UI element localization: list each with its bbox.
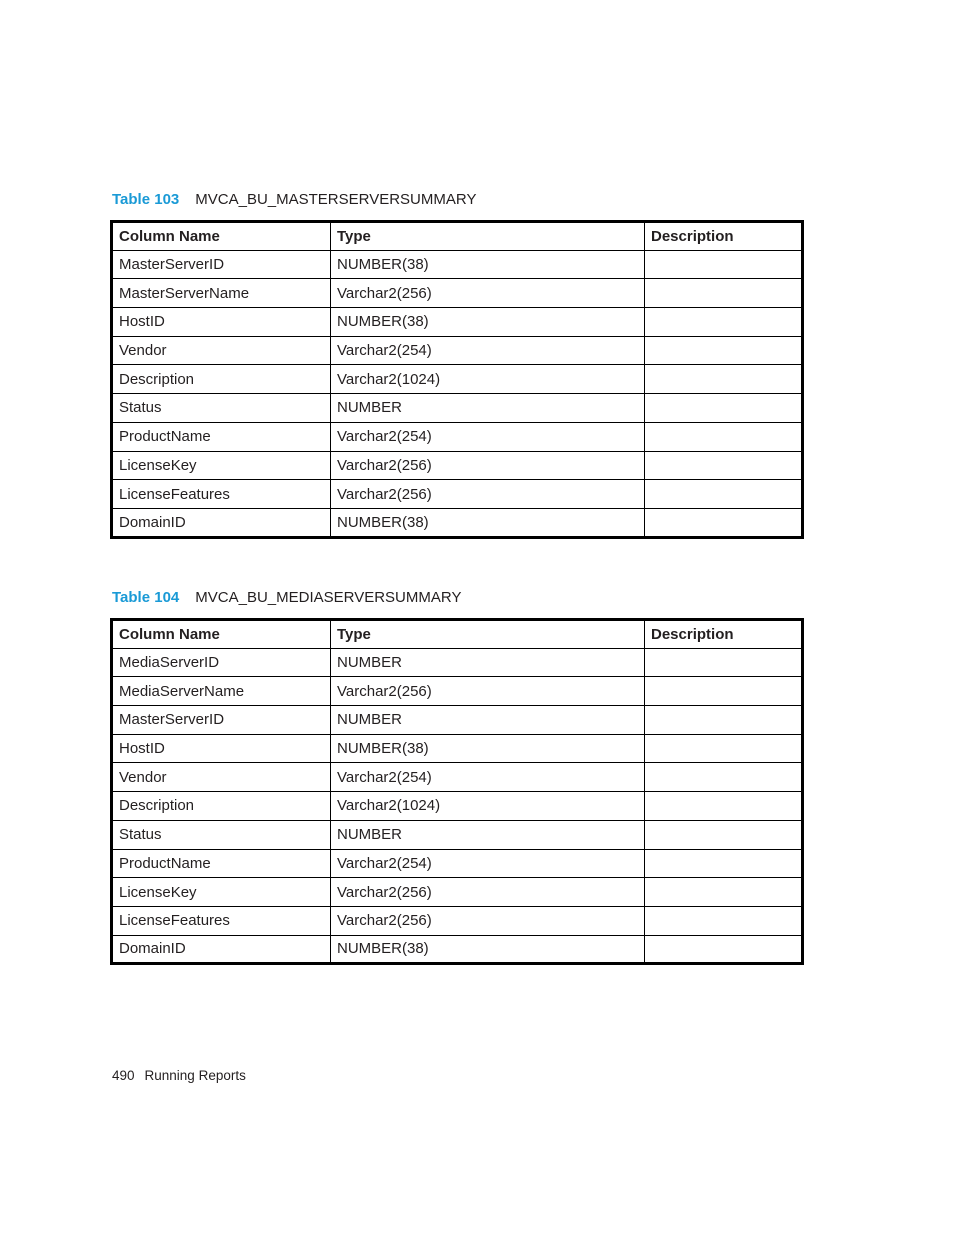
cell-column-name: Description	[112, 365, 331, 394]
cell-description	[645, 935, 803, 964]
cell-type: Varchar2(254)	[331, 849, 645, 878]
cell-type: Varchar2(254)	[331, 763, 645, 792]
table-row	[112, 906, 803, 935]
table-header-row	[112, 222, 803, 251]
page-number: 490	[112, 1068, 135, 1083]
cell-type: NUMBER(38)	[331, 250, 645, 279]
cell-description	[645, 878, 803, 907]
table-title: MVCA_BU_MASTERSERVERSUMMARY	[195, 191, 477, 208]
cell-description	[645, 250, 803, 279]
cell-column-name: MediaServerID	[112, 648, 331, 677]
cell-type: NUMBER	[331, 706, 645, 735]
cell-description	[645, 763, 803, 792]
cell-column-name: ProductName	[112, 422, 331, 451]
cell-description	[645, 365, 803, 394]
cell-column-name: LicenseKey	[112, 451, 331, 480]
table-row	[112, 763, 803, 792]
table-row	[112, 308, 803, 337]
cell-column-name: ProductName	[112, 849, 331, 878]
cell-column-name: LicenseKey	[112, 878, 331, 907]
cell-description	[645, 480, 803, 509]
table-row	[112, 849, 803, 878]
cell-description	[645, 508, 803, 537]
cell-type: NUMBER	[331, 648, 645, 677]
table-row	[112, 480, 803, 509]
cell-type: Varchar2(1024)	[331, 365, 645, 394]
table-103	[110, 220, 804, 539]
cell-type: Varchar2(256)	[331, 480, 645, 509]
column-header-type: Type	[331, 222, 645, 251]
cell-description	[645, 706, 803, 735]
cell-description	[645, 279, 803, 308]
cell-description	[645, 849, 803, 878]
cell-description	[645, 677, 803, 706]
cell-type: Varchar2(254)	[331, 422, 645, 451]
cell-type: Varchar2(256)	[331, 279, 645, 308]
cell-description	[645, 820, 803, 849]
cell-description	[645, 451, 803, 480]
table-row	[112, 508, 803, 537]
cell-type: NUMBER(38)	[331, 508, 645, 537]
table-row	[112, 734, 803, 763]
table-103-caption	[112, 191, 476, 209]
table-104	[110, 618, 804, 965]
table-title: MVCA_BU_MEDIASERVERSUMMARY	[195, 589, 462, 606]
cell-description	[645, 648, 803, 677]
table-row	[112, 820, 803, 849]
cell-column-name: MasterServerName	[112, 279, 331, 308]
column-header-description: Description	[645, 222, 803, 251]
table-104-caption	[112, 589, 461, 607]
table-row	[112, 878, 803, 907]
cell-description	[645, 394, 803, 423]
cell-column-name: Status	[112, 820, 331, 849]
cell-type: Varchar2(1024)	[331, 792, 645, 821]
table-row	[112, 394, 803, 423]
cell-column-name: HostID	[112, 308, 331, 337]
table-row	[112, 279, 803, 308]
table-row	[112, 365, 803, 394]
table-row	[112, 250, 803, 279]
cell-type: Varchar2(254)	[331, 336, 645, 365]
cell-type: NUMBER(38)	[331, 935, 645, 964]
cell-description	[645, 906, 803, 935]
cell-type: NUMBER	[331, 820, 645, 849]
cell-type: Varchar2(256)	[331, 906, 645, 935]
cell-type: Varchar2(256)	[331, 677, 645, 706]
cell-column-name: Status	[112, 394, 331, 423]
table-row	[112, 677, 803, 706]
cell-description	[645, 792, 803, 821]
column-header-type: Type	[331, 620, 645, 649]
cell-type: NUMBER(38)	[331, 308, 645, 337]
cell-column-name: Vendor	[112, 336, 331, 365]
cell-column-name: LicenseFeatures	[112, 480, 331, 509]
cell-column-name: MediaServerName	[112, 677, 331, 706]
table-row	[112, 336, 803, 365]
table-number: Table 104	[112, 589, 180, 606]
page-footer	[112, 1068, 246, 1083]
column-header-description: Description	[645, 620, 803, 649]
cell-type: Varchar2(256)	[331, 878, 645, 907]
table-row	[112, 451, 803, 480]
section-title: Running Reports	[144, 1068, 246, 1083]
cell-description	[645, 308, 803, 337]
table-row	[112, 706, 803, 735]
table-header-row	[112, 620, 803, 649]
cell-column-name: HostID	[112, 734, 331, 763]
cell-column-name: MasterServerID	[112, 250, 331, 279]
table-row	[112, 935, 803, 964]
cell-column-name: DomainID	[112, 935, 331, 964]
column-header-name: Column Name	[112, 222, 331, 251]
cell-column-name: DomainID	[112, 508, 331, 537]
cell-type: Varchar2(256)	[331, 451, 645, 480]
table-row	[112, 792, 803, 821]
table-row	[112, 648, 803, 677]
table-number: Table 103	[112, 191, 180, 208]
cell-column-name: Description	[112, 792, 331, 821]
cell-description	[645, 336, 803, 365]
cell-column-name: MasterServerID	[112, 706, 331, 735]
cell-column-name: Vendor	[112, 763, 331, 792]
cell-type: NUMBER	[331, 394, 645, 423]
cell-column-name: LicenseFeatures	[112, 906, 331, 935]
column-header-name: Column Name	[112, 620, 331, 649]
cell-type: NUMBER(38)	[331, 734, 645, 763]
cell-description	[645, 734, 803, 763]
cell-description	[645, 422, 803, 451]
table-row	[112, 422, 803, 451]
